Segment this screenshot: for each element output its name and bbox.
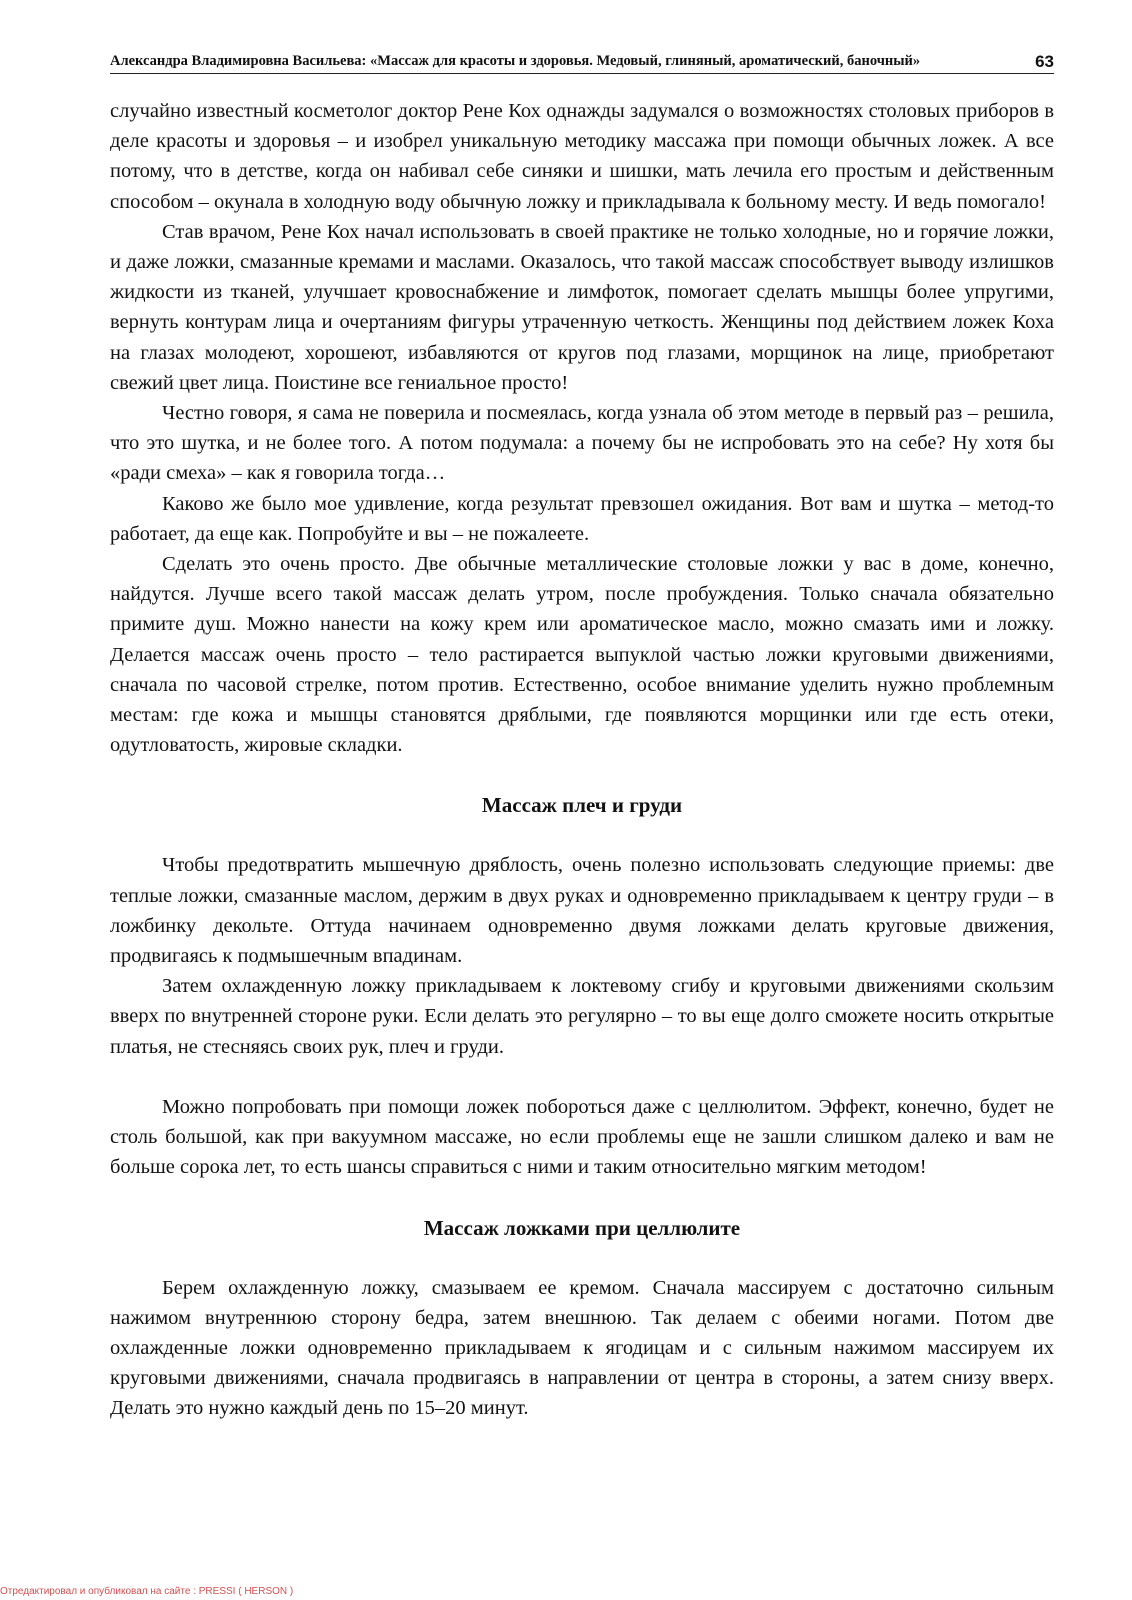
paragraph-7: Затем охлажденную ложку прикладываем к локтевому сгибу и круговыми движениями скользим вверх по внутренней стороне руки. Если делать это регулярно – то вы еще долго сможете носить открытые платья, не стесняясь своих рук, плеч и груди. [110,975,1054,1058]
paragraph-4: Каково же было мое удивление, когда результат превзошел ожидания. Вот вам и шутка – метод-то работает, да еще как. Попробуйте и вы – не пожалеете. [110,492,1054,545]
spacer [110,1183,1054,1213]
spacer [110,1062,1054,1092]
spacer [110,1243,1054,1273]
paragraph-5: Сделать это очень просто. Две обычные металлические столовые ложки у вас в доме, конечно, найдутся. Лучше всего такой массаж делать утром, после пробуждения. Только сначала обязательно примите душ. Можно нанести на кожу крем или ароматическое масло, можно смазать ими и ложку. Делается массаж очень просто – тело растирается выпуклой частью ложки круговыми движениями, сначала по часовой стрелке, потом против. Естественно, особое внимание уделить нужно проблемным местам: где кожа и мышцы становятся дряблыми, где появляются морщинки или где есть отеки, одутловатость, жировые складки. [110,553,1054,757]
running-title: Александра Владимировна Васильева: «Массаж для красоты и здоровья. Медовый, глиняный, ароматический, баночный» [110,53,921,69]
page-header [110,52,1054,74]
paragraph-1: случайно известный косметолог доктор Рене Кох однажды задумался о возможностях столовых приборов в деле красоты и здоровья – и изобрел уникальную методику массажа при помощи обычных ложек. А все потому, что в детстве, когда он набивал себе синяки и шишки, мать лечила его простым и действенным способом – окунала в холодную воду обычную ложку и прикладывала к больному месту. И ведь помогало! [110,100,1054,213]
spacer [110,820,1054,850]
paragraph-6: Чтобы предотвратить мышечную дряблость, очень полезно использовать следующие приемы: две теплые ложки, смазанные маслом, держим в двух руках и одновременно прикладываем к центру груди – в ложбинку декольте. Оттуда начинаем одновременно двумя ложками делать круговые движения, продвигаясь к подмышечным впадинам. [110,854,1054,968]
page-content [110,96,1054,1424]
paragraph-3: Честно говоря, я сама не поверила и посмеялась, когда узнала об этом методе в первый раз – решила, что это шутка, и не более того. А потом подумала: а почему бы не испробовать это на себе? Ну хотя бы «ради смеха» – как я говорила тогда… [110,402,1054,485]
paragraph-9: Берем охлажденную ложку, смазываем ее кремом. Сначала массируем с достаточно сильным нажимом внутреннюю сторону бедра, затем внешнюю. Так делаем с обеими ногами. Потом две охлажденные ложки одновременно прикладываем к ягодицам и с сильным нажимом массируем их круговыми движениями, сначала продвигаясь в направлении от центра в стороны, а затем снизу вверх. Делать это нужно каждый день по 15–20 минут. [110,1276,1054,1420]
page-number: 63 [1035,52,1054,71]
publisher-footer: Отредактировал и опубликовал на сайте : PRESSI ( HERSON ) [0,1586,294,1597]
paragraph-8: Можно попробовать при помощи ложек побороться даже с целлюлитом. Эффект, конечно, будет не столь большой, как при вакуумном массаже, но если проблемы еще не зашли слишком далеко и вам не больше сорока лет, то есть шансы справиться с ними и таким относительно мягким методом! [110,1095,1054,1179]
paragraph-2: Став врачом, Рене Кох начал использовать в своей практике не только холодные, но и горячие ложки, и даже ложки, смазанные кремами и маслами. Оказалось, что такой массаж способствует выводу излишков жидкости из тканей, улучшает кровоснабжение и лимфоток, помогает сделать мышцы более упругими, вернуть контурам лица и очертаниям фигуры утраченную четкость. Женщины под действием ложек Коха на глазах молодеют, хорошеют, избавляются от кругов под глазами, морщинок на лице, приобретают свежий цвет лица. Поистине все гениальное просто! [110,220,1054,394]
section-heading-shoulders-chest: Массаж плеч и груди [481,793,683,818]
spacer [110,760,1054,790]
section-heading-cellulite: Массаж ложками при целлюлите [423,1215,741,1240]
